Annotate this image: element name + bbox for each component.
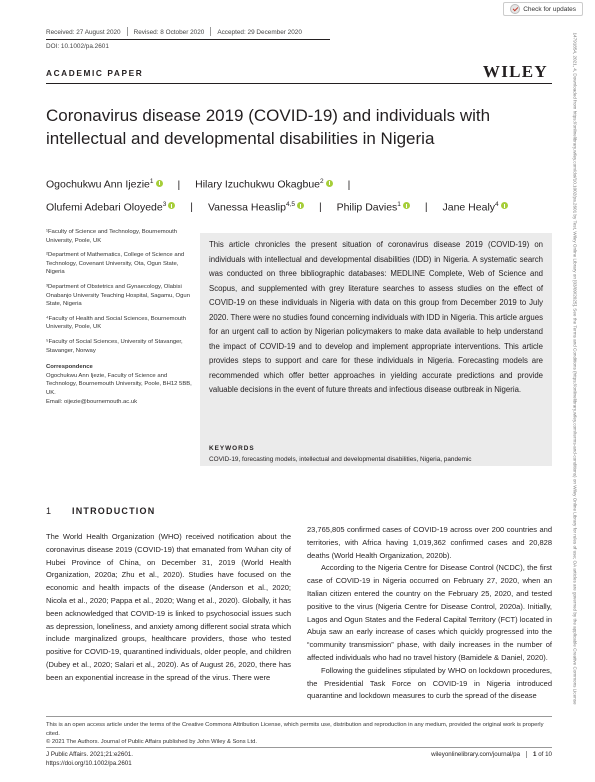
received-date: Received: 27 August 2020 bbox=[46, 29, 121, 36]
correspondence-heading: Correspondence bbox=[46, 364, 93, 371]
article-title: Coronavirus disease 2019 (COVID-19) and individuals with intellectual and developmental disabilities in Nigeria bbox=[46, 106, 491, 148]
orcid-icon[interactable] bbox=[156, 180, 163, 187]
keywords-heading: KEYWORDS bbox=[209, 445, 255, 452]
license-text: This is an open access article under the terms of the Creative Commons Attribution License, which permits use, distribution and reproduction in any medium, provided the original work is properly cited. bbox=[46, 722, 544, 737]
journal-citation bbox=[46, 751, 133, 768]
body-column-right bbox=[307, 524, 552, 703]
author-name[interactable]: Hilary Izuchukwu Okagbue$^2$ bbox=[195, 178, 324, 191]
author-separator: | bbox=[347, 178, 351, 191]
author-list bbox=[46, 172, 566, 217]
doi-link[interactable]: https://doi.org/10.1002/pa.2601 bbox=[46, 759, 132, 767]
section-title: INTRODUCTION bbox=[72, 506, 156, 516]
affiliation: ⁴Faculty of Health and Social Sciences, Bournemouth University, Poole, UK bbox=[46, 315, 187, 331]
author-separator: | bbox=[190, 201, 194, 213]
journal-ref: J Public Affairs. 2021;21:e2601. bbox=[46, 751, 133, 758]
accepted-date: Accepted: 29 December 2020 bbox=[217, 29, 302, 36]
footer-right bbox=[431, 751, 552, 758]
footer-bottom-rule bbox=[46, 747, 552, 748]
orcid-icon[interactable] bbox=[326, 180, 333, 187]
keywords-text: COVID-19, forecasting models, intellectual and developmental disabilities, Nigeria, pandemic bbox=[209, 456, 472, 463]
author-name[interactable]: Olufemi Adebari Oloyede$^3$ bbox=[46, 200, 167, 213]
author-separator: | bbox=[177, 178, 181, 191]
article-type: ACADEMIC PAPER bbox=[46, 68, 144, 78]
orcid-icon[interactable] bbox=[501, 202, 508, 209]
author-line-1 bbox=[46, 172, 566, 195]
author-name[interactable]: Jane Healy$^4$ bbox=[442, 200, 499, 213]
license-note bbox=[46, 721, 552, 747]
author-line-2 bbox=[46, 195, 566, 218]
orcid-icon[interactable] bbox=[168, 202, 175, 209]
affiliation: ²Department of Mathematics, College of Science and Technology, Covenant University, Ota, Ogun State, Nigeria bbox=[46, 252, 185, 276]
download-side-note: 14791854, 2021, 4, Downloaded from https://onlinelibrary.wiley.com/doi/10.1002/pa.2601 by Test, Wiley Online Library on [03/09/2025]. See the Terms and Conditions (https://onlinelibrary.wiley.com/terms-and-conditions) on Wiley Online Library for rules of use; OA articles are governed by the applicable Creative Commons License bbox=[572, 32, 578, 705]
affiliation: ³Department of Obstetrics and Gynaecology, Olabisi Onabanjo University Teaching Hospital, Sagamu, Ogun State, Nigeria bbox=[46, 283, 190, 308]
body-column-left bbox=[46, 531, 291, 685]
affiliation: ⁵Faculty of Social Sciences, University of Stavanger, Stavanger, Norway bbox=[46, 338, 183, 354]
author-name[interactable]: Philip Davies$^1$ bbox=[336, 200, 401, 213]
copyright-text: © 2021 The Authors. Journal of Public Affairs published by John Wiley & Sons Ltd. bbox=[46, 739, 257, 746]
publisher-logo: WILEY bbox=[482, 62, 548, 81]
check-updates-icon bbox=[510, 4, 520, 14]
footer-rule bbox=[46, 716, 552, 717]
correspondence-email[interactable]: Email: oijezie@bournemouth.ac.uk bbox=[46, 398, 138, 405]
orcid-icon[interactable] bbox=[297, 202, 304, 209]
revised-date: Revised: 8 October 2020 bbox=[133, 29, 205, 36]
doi-label: DOI: 10.1002/pa.2601 bbox=[46, 43, 109, 50]
check-updates-label: Check for updates bbox=[523, 5, 576, 13]
page-indicator: 1 of 10 bbox=[526, 751, 552, 758]
affiliation: ¹Faculty of Science and Technology, Bournemouth University, Poole, UK bbox=[46, 229, 178, 244]
abstract-text: This article chronicles the present situation of coronavirus disease 2019 (COVID-19) on individuals with intellectual and developmental disabilities (IDD) in Nigeria. A systematic search was conducted on three bibliographic databases: MEDLINE Complete, Web of Science and Scopus, and supplemented with grey literature searches to assess studies on the effect of COVID-19 on these individuals in Nigeria with data on this group from December 2019 to July 2020. There were no studies found concerning individuals with IDD in Nigeria. This article argues for an urgent call to action by Nigerian policymakers to make data available to help understand the impact of COVID-19 and to develop and implement appropriate interventions. This article provides steps to support and care for these individuals in Nigeria. Forecasting models are recommended which offer better approaches in yielding accurate predictions and provide valuable decisions in the event of future threats and infectious disease outbreak in Nigeria. bbox=[209, 240, 543, 394]
body-paragraph: Following the guidelines stipulated by WHO on lockdown procedures, the Presidential Task Force on COVID-19 in Nigeria introduced quarantine and lockdown measures to curb the spread of the disease bbox=[307, 665, 552, 701]
article-dates bbox=[46, 27, 302, 36]
body-paragraph: According to the Nigeria Centre for Disease Control (NCDC), the first case of COVID-19 in Nigeria occurred on February 27, 2020, when an Italian citizen entered the country on the February 25, 2020, and tested positive to the virus (Nigeria Centre for Disease Control, 2020a). Initially, Lagos and Ogun States and the Federal Capital Territory (FCT) located in Abuja saw an early increase of cases which quickly progressed into the “community transmission” phase, with daily increases in the number of affected individuals who had no travel history (Bamidele & Daniel, 2020). bbox=[307, 563, 552, 662]
correspondence-text: Ogochukwu Ann Ijezie, Faculty of Science and Technology, Bournemouth University, Poole, BH12 5BB, UK. bbox=[46, 372, 192, 396]
orcid-icon[interactable] bbox=[403, 202, 410, 209]
author-separator: | bbox=[424, 201, 428, 213]
section-number: 1 bbox=[46, 506, 53, 516]
check-for-updates-button[interactable] bbox=[503, 2, 583, 16]
author-separator: | bbox=[318, 201, 322, 213]
header-rule bbox=[46, 39, 330, 40]
section-heading bbox=[46, 506, 155, 516]
date-separator bbox=[210, 27, 211, 36]
date-separator bbox=[127, 27, 128, 36]
affiliations bbox=[46, 228, 194, 412]
author-name[interactable]: Ogochukwu Ann Ijezie$^1$ bbox=[46, 178, 154, 191]
body-paragraph: The World Health Organization (WHO) received notification about the coronavirus disease 2019 (COVID-19) that emanated from Wuhan city of Hubei Province of China, on December 31, 2019 (World Health Organization, 2020a; Zhu et al., 2020). Studies have focused on the economic and health impacts of the disease (Anderson et al., 2020; Nicola et al., 2020; Pappa et al., 2020; Wang et al., 2020). Globally, it has been acknowledged that COVID-19 is linked to psychosocial issues such as depression, loneliness, and anxiety among different social strata which include marginalized groups, healthcare providers, those who tested positive for COVID-19, quarantined individuals, older people, and children (Dubey et al., 2020; Salari et al., 2020). As of August 26, 2020, there has been an exponential increase in the spread of the virus. There were bbox=[46, 532, 291, 682]
journal-site-link[interactable]: wileyonlinelibrary.com/journal/pa bbox=[431, 751, 521, 758]
title-top-rule bbox=[46, 83, 552, 84]
body-paragraph: 23,765,805 confirmed cases of COVID-19 across over 200 countries and territories, with Africa having 1,019,362 confirmed cases and 20,828 deaths (World Health Organization, 2020b). bbox=[307, 525, 552, 560]
author-name[interactable]: Vanessa Heaslip$^{4,5}$ bbox=[207, 200, 296, 213]
